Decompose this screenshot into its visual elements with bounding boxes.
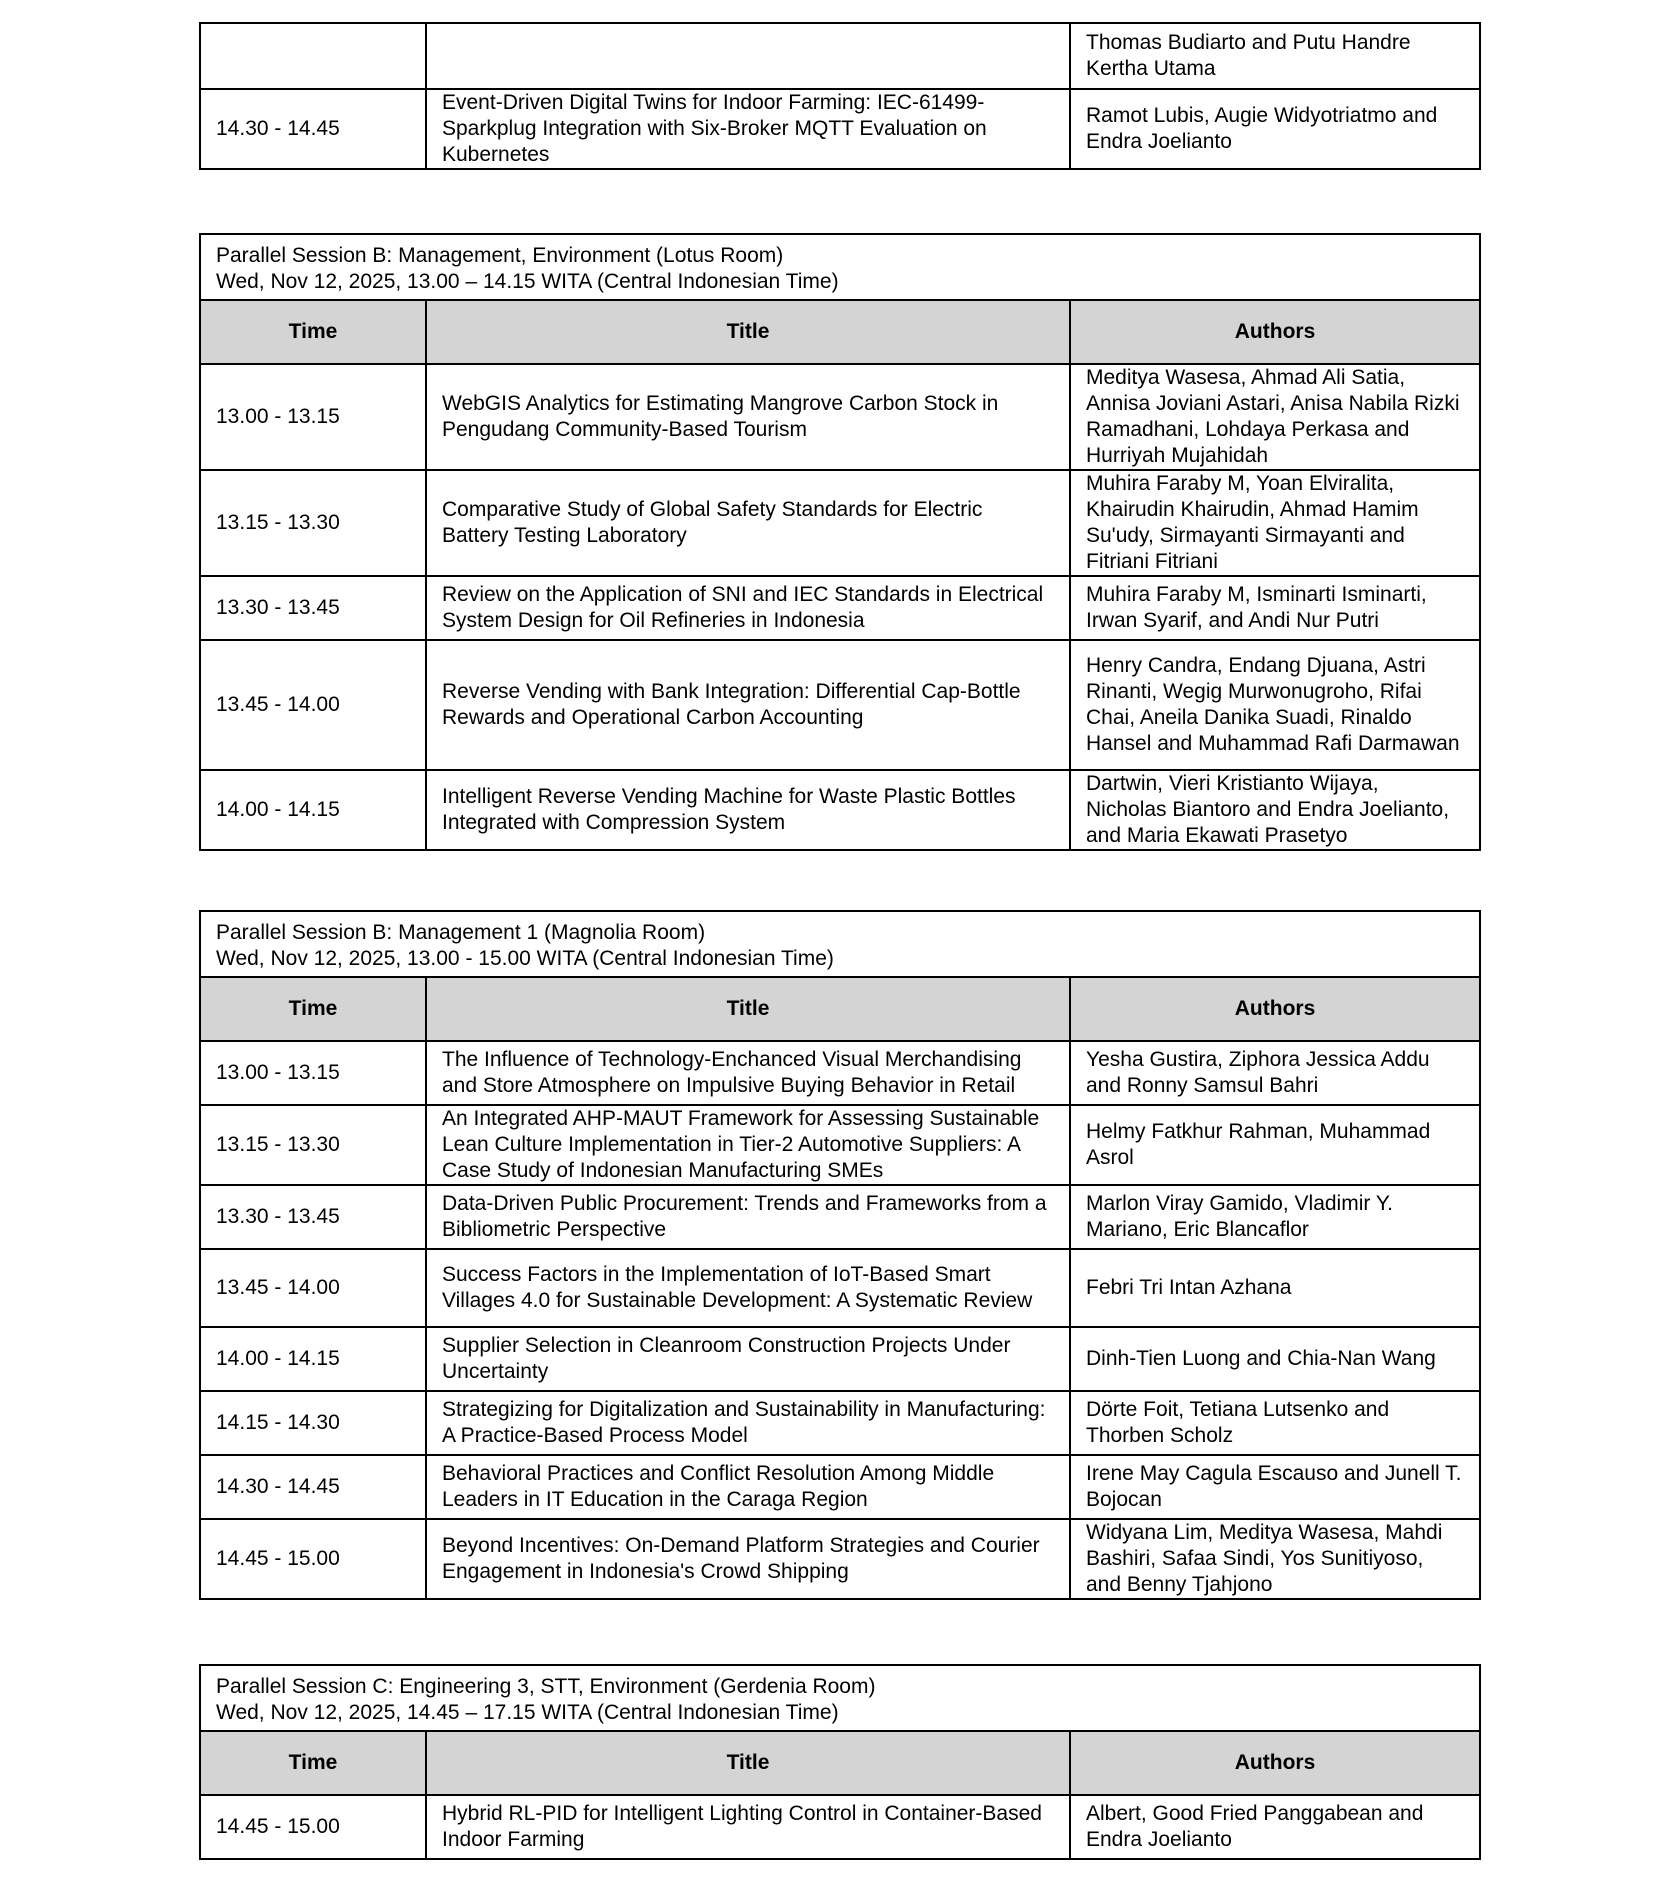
time-cell: 13.45 - 14.00 (200, 640, 426, 770)
session-table-magnolia (199, 910, 1481, 1600)
time-cell: 14.00 - 14.15 (200, 770, 426, 850)
session-name: Parallel Session B: Management 1 (Magnolia Room) (216, 921, 706, 944)
table-row (200, 1519, 1480, 1599)
time-cell: 13.30 - 13.45 (200, 576, 426, 640)
session-header (200, 911, 1480, 977)
table-row (200, 89, 1480, 169)
time-cell: 13.00 - 13.15 (200, 364, 426, 470)
table-row (200, 1327, 1480, 1391)
session-header (200, 1665, 1480, 1731)
table-row (200, 1455, 1480, 1519)
time-cell: 13.15 - 13.30 (200, 1105, 426, 1185)
title-cell: Behavioral Practices and Conflict Resolution Among Middle Leaders in IT Education in the Caraga Region (426, 1455, 1070, 1519)
title-cell: Success Factors in the Implementation of IoT-Based Smart Villages 4.0 for Sustainable Development: A Systematic Review (426, 1249, 1070, 1327)
table-row (200, 640, 1480, 770)
authors-column-header: Authors (1070, 1731, 1480, 1795)
session-header (200, 234, 1480, 300)
title-cell: Data-Driven Public Procurement: Trends and Frameworks from a Bibliometric Perspective (426, 1185, 1070, 1249)
authors-cell: Muhira Faraby M, Yoan Elviralita, Khairudin Khairudin, Ahmad Hamim Su'udy, Sirmayanti Sirmayanti and Fitriani Fitriani (1070, 470, 1480, 576)
authors-cell: Thomas Budiarto and Putu Handre Kertha Utama (1070, 23, 1480, 89)
table-row (200, 1249, 1480, 1327)
time-cell: 14.45 - 15.00 (200, 1519, 426, 1599)
table-row (200, 364, 1480, 470)
time-cell: 14.45 - 15.00 (200, 1795, 426, 1859)
session-table-gerdenia (199, 1664, 1481, 1860)
authors-cell: Henry Candra, Endang Djuana, Astri Rinanti, Wegig Murwonugroho, Rifai Chai, Aneila Danika Suadi, Rinaldo Hansel and Muhammad Rafi Darmawan (1070, 640, 1480, 770)
title-cell: Beyond Incentives: On-Demand Platform Strategies and Courier Engagement in Indonesia's Crowd Shipping (426, 1519, 1070, 1599)
authors-cell: Dörte Foit, Tetiana Lutsenko and Thorben Scholz (1070, 1391, 1480, 1455)
title-cell: Hybrid RL-PID for Intelligent Lighting Control in Container-Based Indoor Farming (426, 1795, 1070, 1859)
authors-cell: Meditya Wasesa, Ahmad Ali Satia, Annisa Joviani Astari, Anisa Nabila Rizki Ramadhani, Lohdaya Perkasa and Hurriyah Mujahidah (1070, 364, 1480, 470)
table-row (200, 1185, 1480, 1249)
title-column-header: Title (426, 300, 1070, 364)
session-table-lotus (199, 233, 1481, 851)
authors-cell: Dartwin, Vieri Kristianto Wijaya, Nicholas Biantoro and Endra Joelianto, and Maria Ekawati Prasetyo (1070, 770, 1480, 850)
table-row (200, 1041, 1480, 1105)
column-header-row (200, 977, 1480, 1041)
title-cell: Comparative Study of Global Safety Standards for Electric Battery Testing Laboratory (426, 470, 1070, 576)
authors-cell: Dinh-Tien Luong and Chia-Nan Wang (1070, 1327, 1480, 1391)
session-header-row (200, 1665, 1480, 1731)
authors-cell: Widyana Lim, Meditya Wasesa, Mahdi Bashiri, Safaa Sindi, Yos Sunitiyoso, and Benny Tjahjono (1070, 1519, 1480, 1599)
session-datetime: Wed, Nov 12, 2025, 14.45 – 17.15 WITA (Central Indonesian Time) (216, 1701, 839, 1724)
session-name: Parallel Session B: Management, Environment (Lotus Room) (216, 244, 784, 267)
table-row (200, 1391, 1480, 1455)
authors-cell: Helmy Fatkhur Rahman, Muhammad Asrol (1070, 1105, 1480, 1185)
session-header-row (200, 911, 1480, 977)
column-header-row (200, 1731, 1480, 1795)
continuation-table (199, 22, 1481, 170)
title-cell (426, 23, 1070, 89)
time-cell (200, 23, 426, 89)
table-row (200, 470, 1480, 576)
title-cell: Intelligent Reverse Vending Machine for Waste Plastic Bottles Integrated with Compression System (426, 770, 1070, 850)
table-row (200, 576, 1480, 640)
column-header-row (200, 300, 1480, 364)
authors-cell: Ramot Lubis, Augie Widyotriatmo and Endra Joelianto (1070, 89, 1480, 169)
authors-column-header: Authors (1070, 300, 1480, 364)
authors-cell: Marlon Viray Gamido, Vladimir Y. Mariano, Eric Blancaflor (1070, 1185, 1480, 1249)
title-cell: Reverse Vending with Bank Integration: Differential Cap-Bottle Rewards and Operational Carbon Accounting (426, 640, 1070, 770)
time-cell: 13.00 - 13.15 (200, 1041, 426, 1105)
table-row (200, 1105, 1480, 1185)
authors-cell: Yesha Gustira, Ziphora Jessica Addu and Ronny Samsul Bahri (1070, 1041, 1480, 1105)
title-cell: An Integrated AHP-MAUT Framework for Assessing Sustainable Lean Culture Implementation in Tier-2 Automotive Suppliers: A Case Study of Indonesian Manufacturing SMEs (426, 1105, 1070, 1185)
time-column-header: Time (200, 300, 426, 364)
authors-cell: Irene May Cagula Escauso and Junell T. Bojocan (1070, 1455, 1480, 1519)
title-cell: Event-Driven Digital Twins for Indoor Farming: IEC-61499-Sparkplug Integration with Six-Broker MQTT Evaluation on Kubernetes (426, 89, 1070, 169)
authors-cell: Muhira Faraby M, Isminarti Isminarti, Irwan Syarif, and Andi Nur Putri (1070, 576, 1480, 640)
time-column-header: Time (200, 1731, 426, 1795)
time-cell: 13.15 - 13.30 (200, 470, 426, 576)
time-cell: 14.30 - 14.45 (200, 89, 426, 169)
table-row (200, 23, 1480, 89)
authors-column-header: Authors (1070, 977, 1480, 1041)
title-cell: The Influence of Technology-Enchanced Visual Merchandising and Store Atmosphere on Impulsive Buying Behavior in Retail (426, 1041, 1070, 1105)
time-cell: 14.00 - 14.15 (200, 1327, 426, 1391)
table-row (200, 1795, 1480, 1859)
session-datetime: Wed, Nov 12, 2025, 13.00 - 15.00 WITA (Central Indonesian Time) (216, 947, 834, 970)
authors-cell: Albert, Good Fried Panggabean and Endra Joelianto (1070, 1795, 1480, 1859)
session-name: Parallel Session C: Engineering 3, STT, Environment (Gerdenia Room) (216, 1675, 876, 1698)
title-column-header: Title (426, 977, 1070, 1041)
authors-cell: Febri Tri Intan Azhana (1070, 1249, 1480, 1327)
time-cell: 13.45 - 14.00 (200, 1249, 426, 1327)
title-cell: WebGIS Analytics for Estimating Mangrove Carbon Stock in Pengudang Community-Based Tourism (426, 364, 1070, 470)
time-cell: 13.30 - 13.45 (200, 1185, 426, 1249)
title-cell: Supplier Selection in Cleanroom Construction Projects Under Uncertainty (426, 1327, 1070, 1391)
time-cell: 14.15 - 14.30 (200, 1391, 426, 1455)
title-cell: Review on the Application of SNI and IEC Standards in Electrical System Design for Oil Refineries in Indonesia (426, 576, 1070, 640)
time-cell: 14.30 - 14.45 (200, 1455, 426, 1519)
session-header-row (200, 234, 1480, 300)
table-row (200, 770, 1480, 850)
title-column-header: Title (426, 1731, 1070, 1795)
time-column-header: Time (200, 977, 426, 1041)
session-datetime: Wed, Nov 12, 2025, 13.00 – 14.15 WITA (Central Indonesian Time) (216, 270, 839, 293)
title-cell: Strategizing for Digitalization and Sustainability in Manufacturing: A Practice-Based Process Model (426, 1391, 1070, 1455)
